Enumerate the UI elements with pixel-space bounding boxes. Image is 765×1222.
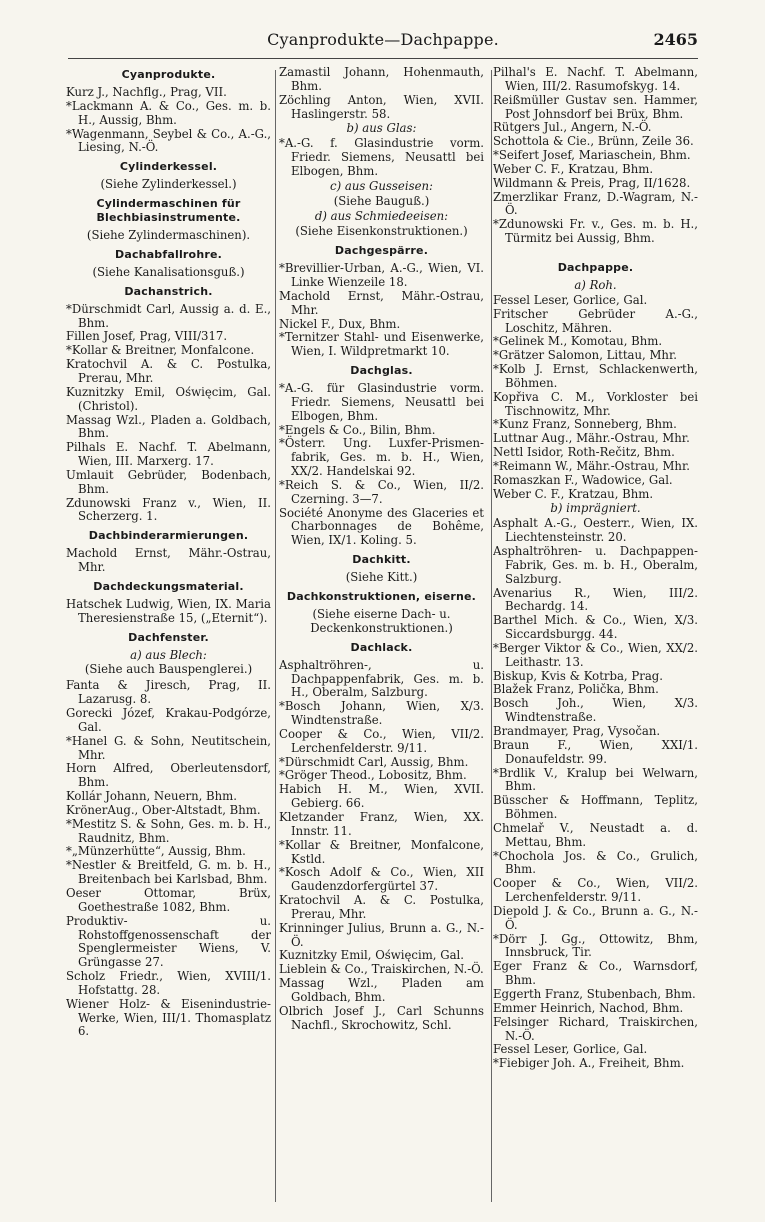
directory-entry: Asphaltröhren-, u. Dachpappenfabrik, Ges. m. b. H., Oberalm, Salzburg. [279, 657, 484, 700]
directory-entry: Kollár Johann, Neuern, Bhm. [66, 789, 237, 804]
directory-entry: *Brevillier-Urban, A.-G., Wien, VI. Linke Wienzeile 18. [279, 261, 484, 289]
directory-entry: Lieblein & Co., Traiskirchen, N.-Ö. [279, 962, 484, 977]
directory-entry: *Gröger Theod., Lobositz, Bhm. [279, 768, 467, 783]
section-heading: Dachanstrich. [124, 284, 213, 298]
section-heading: Dachfenster. [128, 630, 209, 644]
column-3 [493, 66, 698, 1198]
directory-entry: Cooper & Co., Wien, VII/2. Lerchenfelderstr. 9/11. [493, 876, 698, 905]
directory-entry: Massag Wzl., Pladen am Goldbach, Bhm. [279, 976, 484, 1004]
directory-entry: *„Münzerhütte“, Aussig, Bhm. [66, 844, 246, 859]
section-heading: Dachgespärre. [334, 244, 429, 258]
directory-entry: Pilhal's E. Nachf. T. Abelmann, Wien, III/2. Rasumofskyg. 14. [493, 66, 698, 93]
directory-entry: *Dürschmidt Carl, Aussig a. d. E., Bhm. [66, 301, 271, 330]
directory-entry: *Kosch Adolf & Co., Wien, XII Gaudenzdorfergürtel 37. [279, 865, 484, 894]
directory-entry: Fessel Leser, Gorlice, Gal. [493, 1042, 648, 1057]
section-heading: Dachbinderarmierungen. [88, 529, 249, 543]
column-1 [66, 66, 271, 1198]
directory-entry: Schottola & Cie., Brünn, Zeile 36. [493, 134, 694, 149]
directory-entry: Zamastil Johann, Hohenmauth, Bhm. [279, 66, 484, 93]
directory-entry: Biskup, Kvis & Kotrba, Prag. [493, 668, 663, 683]
directory-entry: *Fiebiger Joh. A., Freiheit, Bhm. [493, 1056, 685, 1071]
directory-entry: Asphalt A.-G., Oesterr., Wien, IX. Liechtensteinstr. 20. [493, 516, 698, 545]
directory-entry: Zöchling Anton, Wien, XVII. Haslingerstr. 58. [279, 92, 484, 121]
directory-entry: *Engels & Co., Bilin, Bhm. [279, 422, 436, 437]
cross-reference: (Siehe eiserne Dach- u. Deckenkonstruktionen.) [310, 607, 453, 635]
subsection-label: c) aus Gusseisen: [330, 178, 433, 193]
directory-entry: Zmerzlikar Franz, D.-Wagram, N.-Ö. [493, 189, 698, 218]
directory-entry: Bosch Joh., Wien, X/3. Windtenstraße. [493, 696, 698, 725]
directory-entry: *A.-G. f. Glasindustrie vorm. Friedr. Siemens, Neusattl bei Elbogen, Bhm. [279, 136, 484, 178]
directory-entry: *Kunz Franz, Sonneberg, Bhm. [493, 417, 677, 432]
subsection-label: b) imprägniert. [550, 501, 641, 516]
subsection-label: b) aus Glas: [346, 121, 417, 136]
directory-entry: Fessel Leser, Gorlice, Gal. [493, 292, 648, 307]
directory-entry: Kopřiva C. M., Vorkloster bei Tischnowitz, Mhr. [493, 389, 698, 418]
directory-entry: Rütgers Jul., Angern, N.-Ö. [493, 120, 652, 135]
directory-entry: *Reich S. & Co., Wien, II/2. Czerning. 3—7. [279, 477, 484, 506]
cross-reference: (Siehe Kitt.) [345, 570, 418, 585]
subsection-label: d) aus Schmiedeeisen: [314, 209, 449, 224]
directory-entry: *Wagenmann, Seybel & Co., A.-G., Liesing, N.-Ö. [66, 126, 271, 155]
directory-entry: *Seifert Josef, Mariaschein, Bhm. [493, 148, 691, 163]
directory-entry: Oeser Ottomar, Brüx, Goethestraße 1082, Bhm. [66, 885, 271, 914]
directory-entry: Krinninger Julius, Brunn a. G., N.-Ö. [279, 920, 484, 949]
directory-entry: Nickel F., Dux, Bhm. [279, 316, 401, 331]
directory-entry: Massag Wzl., Pladen a. Goldbach, Bhm. [66, 412, 271, 441]
directory-entry: Diepold J. & Co., Brunn a. G., N.-Ö. [493, 903, 698, 932]
directory-entry: Nettl Isidor, Roth-Rečitz, Bhm. [493, 445, 675, 460]
directory-entry: Scholz Friedr., Wien, XVIII/1. Hofstattg. 28. [66, 969, 271, 997]
directory-entry: *Ternitzer Stahl- und Eisenwerke, Wien, I. Wildpretmarkt 10. [279, 330, 484, 359]
section-heading: Cyanprodukte. [121, 68, 216, 81]
directory-entry: *Nestler & Breitfeld, G. m. b. H., Breitenbach bei Karlsbad, Bhm. [66, 858, 271, 887]
directory-entry: Eggerth Franz, Stubenbach, Bhm. [493, 987, 696, 1001]
cross-reference: (Siehe Zylinderkessel.) [100, 177, 237, 192]
directory-entry: Eger Franz & Co., Warnsdorf, Bhm. [493, 959, 698, 988]
section-heading: Dachkonstruktionen, eiserne. [286, 590, 477, 603]
section-heading: Dachlack. [350, 640, 413, 654]
directory-entry: *Berger Viktor & Co., Wien, XX/2. Leithastr. 13. [493, 640, 698, 669]
directory-entry: Horn Alfred, Oberleutensdorf, Bhm. [66, 761, 271, 790]
directory-entry: *Hanel G. & Sohn, Neutitschein, Mhr. [66, 733, 271, 762]
subsection-label: a) Roh. [574, 277, 617, 292]
cross-reference: (Siehe auch Bauspenglerei.) [84, 662, 253, 677]
directory-entry: *Österr. Ung. Luxfer-Prismen-fabrik, Ges. m. b. H., Wien, XX/2. Handelskai 92. [279, 436, 484, 479]
section-heading: Dachpappe. [557, 260, 634, 274]
directory-entry: Reißmüller Gustav sen. Hammer, Post Johnsdorf bei Brüx, Bhm. [493, 92, 698, 121]
directory-entry: *Kollar & Breitner, Monfalcone, Kstld. [279, 837, 484, 866]
directory-entry: *Kollar & Breitner, Monfalcone. [66, 343, 255, 358]
directory-entry: Kuznitzky Emil, Oświęcim, Gal. [279, 948, 464, 963]
directory-entry: Felsinger Richard, Traiskirchen, N.-Ö. [493, 1014, 698, 1043]
directory-entry: Hatschek Ludwig, Wien, IX. Maria Theresienstraße 15, („Eternit“). [66, 596, 271, 625]
directory-entry: Fritscher Gebrüder A.-G., Loschitz, Mähren. [493, 306, 698, 335]
directory-entry: Kuznitzky Emil, Oświęcim, Gal. (Christol). [66, 384, 271, 413]
directory-entry: Weber C. F., Kratzau, Bhm. [493, 161, 654, 176]
directory-entry: Büsscher & Hoffmann, Teplitz, Böhmen. [493, 793, 698, 822]
cross-reference: (Siehe Kanalisationsguß.) [92, 264, 245, 279]
section-heading: Dachglas. [350, 364, 413, 378]
directory-entry: Umlauit Gebrüder, Bodenbach, Bhm. [66, 467, 271, 496]
directory-entry: *Dürschmidt Carl, Aussig, Bhm. [279, 754, 469, 769]
directory-entry: Pilhals E. Nachf. T. Abelmann, Wien, III. Marxerg. 17. [66, 440, 271, 469]
directory-entry: Kletzander Franz, Wien, XX. Innstr. 11. [279, 809, 484, 838]
directory-entry: Fanta & Jiresch, Prag, II. Lazarusg. 8. [66, 678, 271, 707]
column-2 [279, 66, 484, 1198]
directory-entry: Weber C. F., Kratzau, Bhm. [493, 486, 654, 501]
spacer [493, 246, 698, 256]
section-heading: Dachdeckungsmaterial. [93, 579, 244, 593]
directory-entry: Zdunowski Franz v., Wien, II. Scherzerg. 1. [66, 495, 271, 524]
directory-entry: Blažek Franz, Polička, Bhm. [493, 682, 659, 697]
directory-entry: *Brdlik V., Kralup bei Welwarn, Bhm. [493, 765, 698, 794]
directory-entry: Avenarius R., Wien, III/2. Bechardg. 14. [493, 585, 698, 614]
directory-entry: *Mestitz S. & Sohn, Ges. m. b. H., Raudnitz, Bhm. [66, 816, 271, 845]
cross-reference: (Siehe Eisenkonstruktionen.) [295, 224, 468, 239]
directory-entry: KrönerAug., Ober-Altstadt, Bhm. [66, 802, 261, 817]
directory-entry: *Bosch Johann, Wien, X/3. Windtenstraße. [279, 699, 484, 728]
directory-entry: *Dörr J. Gg., Ottowitz, Bhm, Innsbruck, Tir. [493, 931, 698, 960]
running-title: Cyanprodukte—Dachpappe. [267, 30, 499, 49]
directory-entry: Romaszkan F., Wadowice, Gal. [493, 472, 673, 487]
directory-entry: Kratochvil A. & C. Postulka, Prerau, Mhr. [279, 893, 484, 921]
directory-entry: Kurz J., Nachflg., Prag, VII. [66, 85, 227, 99]
directory-entry: Cooper & Co., Wien, VII/2. Lerchenfelderstr. 9/11. [279, 726, 484, 755]
page-number: 2465 [653, 30, 698, 49]
directory-entry: Olbrich Josef J., Carl Schunns Nachfl., Skrochowitz, Schl. [279, 1003, 484, 1032]
directory-entry: Brandmayer, Prag, Vysočan. [493, 723, 661, 738]
directory-entry: *Grätzer Salomon, Littau, Mhr. [493, 348, 677, 363]
section-heading: Cylindermaschinen für Blechbiasinstrumente. [96, 197, 241, 225]
directory-entry: *A.-G. für Glasindustrie vorm. Friedr. Siemens, Neusattl bei Elbogen, Bhm. [279, 381, 484, 423]
directory-entry: *Zdunowski Fr. v., Ges. m. b. H., Türmitz bei Aussig, Bhm. [493, 217, 698, 246]
subsection-label: a) aus Blech: [130, 647, 207, 662]
directory-entry: Wildmann & Preis, Prag, II/1628. [493, 175, 691, 190]
directory-entry: *Gelinek M., Komotau, Bhm. [493, 334, 663, 349]
directory-entry: *Reimann W., Mähr.-Ostrau, Mhr. [493, 458, 690, 473]
cross-reference: (Siehe Zylindermaschinen). [86, 228, 251, 243]
directory-entry: Luttnar Aug., Mähr.-Ostrau, Mhr. [493, 431, 690, 446]
section-heading: Cylinderkessel. [119, 160, 218, 174]
directory-entry: Emmer Heinrich, Nachod, Bhm. [493, 1000, 684, 1015]
directory-entry: Wiener Holz- & Eisenindustrie-Werke, Wien, III/1. Thomasplatz 6. [66, 996, 271, 1039]
directory-entry: Gorecki Józef, Krakau-Podgórze, Gal. [66, 706, 271, 734]
directory-entry: *Kolb J. Ernst, Schlackenwerth, Böhmen. [493, 362, 698, 390]
directory-entry: Société Anonyme des Glaceries et Charbonnages de Bohême, Wien, IX/1. Koling. 5. [279, 505, 484, 548]
directory-entry: *Lackmann A. & Co., Ges. m. b. H., Aussig, Bhm. [66, 98, 271, 127]
columns [66, 66, 700, 1198]
section-heading: Dachabfallrohre. [114, 247, 223, 261]
section-heading: Dachkitt. [352, 553, 411, 567]
directory-entry: Chmelař V., Neustadt a. d. Mettau, Bhm. [493, 820, 698, 849]
directory-entry: Habich H. M., Wien, XVII. Gebierg. 66. [279, 782, 484, 811]
directory-entry: Produktiv- u. Rohstoffgenossenschaft der Spenglermeister Wiens, V. Grüngasse 27. [66, 913, 271, 970]
directory-entry: Braun F., Wien, XXI/1. Donaufeldstr. 99. [493, 737, 698, 766]
directory-entry: *Chochola Jos. & Co., Grulich, Bhm. [493, 848, 698, 877]
directory-entry: Barthel Mich. & Co., Wien, X/3. Siccardsburgg. 44. [493, 613, 698, 642]
directory-entry: Fillen Josef, Prag, VIII/317. [66, 329, 228, 344]
directory-entry: Machold Ernst, Mähr.-Ostrau, Mhr. [66, 546, 271, 575]
running-head [68, 30, 698, 56]
cross-reference: (Siehe Bauguß.) [333, 193, 430, 208]
directory-entry: Kratochvil A. & C. Postulka, Prerau, Mhr. [66, 357, 271, 385]
directory-entry: Machold Ernst, Mähr.-Ostrau, Mhr. [279, 288, 484, 317]
header-rule [68, 58, 698, 59]
directory-entry: Asphaltröhren- u. Dachpappen-Fabrik, Ges. m. b. H., Oberalm, Salzburg. [493, 544, 698, 586]
